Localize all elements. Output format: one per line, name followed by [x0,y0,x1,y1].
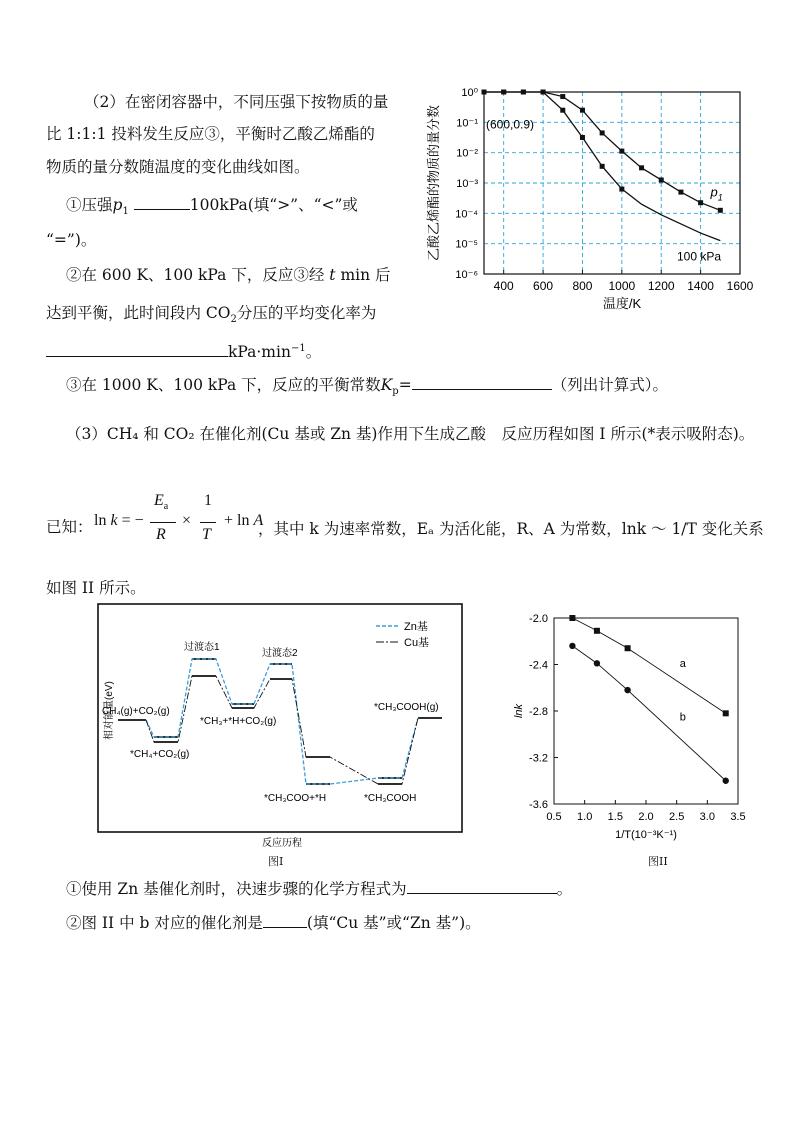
q2-item2: ②在 600 K、100 kPa 下，反应③经 t min 后 [66,266,391,284]
label-ch4-ads: *CH₄+CO₂(g) [130,749,190,760]
x-tick-label: 1.0 [577,811,593,823]
data-marker [580,135,585,140]
y-tick-label: -2.0 [529,613,548,625]
x-tick-label: 1.5 [607,811,623,823]
q2-intro-line1: （2）在密闭容器中，不同压强下按物质的量 [84,93,389,111]
answer-blank-rate[interactable] [46,341,228,357]
data-marker [718,208,723,213]
q3-sub2: ②图 II 中 b 对应的催化剂是 (填“Cu 基”或“Zn 基”)。 [66,914,481,932]
legend-zn: Zn基 [404,621,428,633]
answer-blank-equation[interactable] [407,878,557,894]
marker-a [594,628,600,634]
label-reactants: CH₄(g)+CO₂(g) [102,706,170,717]
y-tick-label: 10⁰ [461,87,478,99]
q2-intro-line3: 物质的量分数随温度的变化曲线如图。 [46,158,310,176]
data-marker [698,200,703,205]
legend-cu: Cu基 [404,637,430,649]
data-marker [482,90,487,95]
marker-b [569,643,575,649]
marker-a [723,710,729,716]
q3-intro: （3）CH₄ 和 CO₂ 在催化剂(Cu 基或 Zn 基)作用下生成乙酸 反应历程如图 I 所示(*表示吸附态)。 [66,425,755,443]
x-tick-label: 3.5 [730,811,746,823]
y-axis-label: lnk [513,703,525,719]
x-tick-label: 3.0 [699,811,715,823]
series-label-b: b [679,711,686,724]
plot-frame [554,618,738,804]
answer-blank-catalyst[interactable] [263,912,307,928]
answer-blank-pressure[interactable] [134,194,190,210]
chart1-series [482,90,723,241]
data-marker [521,90,526,95]
data-marker [619,149,624,154]
q2-item1-cont: “=”)。 [46,231,97,249]
figure1-caption: 图I [268,855,284,868]
y-tick-label: 10⁻⁵ [455,238,478,251]
data-marker [600,130,605,135]
data-marker [580,108,585,113]
data-marker [501,90,506,95]
series-line-1 [484,92,723,210]
y-tick-label: 10⁻¹ [456,117,478,130]
label-ch3coo: *CH₃COO+*H [264,793,327,804]
zn-path [146,659,418,784]
q2-item2-cont: 达到平衡，此时间段内 $CO_2$分压的平均变化率为 [46,304,377,326]
marker-b [624,687,630,693]
y-tick-label: 10⁻³ [456,178,478,190]
data-marker [541,90,546,95]
x-tick-label: 1000 [608,279,636,293]
data-marker [659,177,664,182]
q2-item1: ①压强$p_1$ 100kPa(填“>”、“<”或 [66,196,358,218]
lnk-vs-invT-chart [512,604,762,844]
x-tick-label: 0.5 [546,811,562,823]
data-marker [600,164,605,169]
x-tick-label: 800 [572,279,593,293]
series-label-100kpa: 100 kPa [676,249,722,264]
q2-item2-answer: $kPa\cdot\min^{-1}$。 [46,339,321,362]
data-marker [678,190,683,195]
q3-known-desc: ，其中 k 为速率常数，Eₐ 为活化能，R、A 为常数，lnk ～ 1/T 变化关系 [258,520,764,538]
y-tick-label: -2.4 [529,659,548,672]
figure2-caption: 图II [648,855,668,868]
label-ts1: 过渡态1 [184,642,220,653]
x-axis-label: 温度/K [602,296,642,311]
q3-known: 已知： [46,518,93,536]
label-product: *CH₃COOH(g) [374,702,439,713]
series-label-a: a [679,657,686,670]
x-tick-label: 2.0 [638,811,654,823]
y-axis-label: 乙酸乙烯酯的物质的量分数 [426,104,441,262]
data-marker [560,108,565,113]
mole-fraction-chart [418,74,754,354]
chart1-labels [486,117,723,263]
y-tick-label: 10⁻⁶ [455,269,478,281]
chart1-axes [426,87,754,311]
data-marker [639,165,644,170]
q3-sub1: ①使用 Zn 基催化剂时，决速步骤的化学方程式为 。 [66,880,573,898]
x-tick-label: 400 [493,279,514,293]
energy-profile-diagram [92,600,472,850]
marker-b [594,660,600,666]
answer-blank-kp[interactable] [412,374,552,390]
y-tick-label: 10⁻² [456,147,478,160]
label-int1: *CH₃+*H+CO₂(g) [200,716,277,727]
annotation-point: (600,0.9) [485,117,535,132]
legend [376,619,429,649]
label-ch3cooh: *CH₃COOH [364,793,417,804]
q3-known-desc2: 如图 II 所示。 [46,579,146,597]
series-label-p1: $p_1$ [710,184,723,203]
y-tick-label: -3.2 [529,752,548,765]
marker-a [569,615,575,621]
label-ts2: 过渡态2 [262,648,298,659]
x-tick-label: 2.5 [669,811,685,823]
q2-item3: ③在 1000 K、100 kPa 下，反应的平衡常数$K_p=$ （列出计算式）。 [66,376,668,398]
diagram-ylabel: 相对能量(eV) [104,681,115,740]
y-tick-label: -3.6 [529,799,548,811]
x-tick-label: 1600 [726,279,754,293]
x-tick-label: 600 [533,279,554,293]
chart2-series [569,615,729,784]
data-marker [619,187,624,192]
data-marker [560,94,565,99]
y-tick-label: 10⁻⁴ [455,208,478,221]
x-axis-label: 1/T(10⁻³K⁻¹) [615,829,677,841]
marker-a [625,645,631,651]
diagram-xlabel: 反应历程 [262,838,302,849]
x-tick-label: 1400 [687,279,714,293]
marker-b [723,778,729,784]
y-tick-label: -2.8 [529,706,548,718]
q2-intro-line2: 比 1:1:1 投料发生反应③，平衡时乙酸乙烯酯的 [46,125,375,143]
cu-path [146,676,418,784]
energy-levels [118,659,442,784]
x-tick-label: 1200 [647,279,675,293]
arrhenius-formula: ln k = − $E_a$ R × 1 T + ln A [94,492,264,543]
